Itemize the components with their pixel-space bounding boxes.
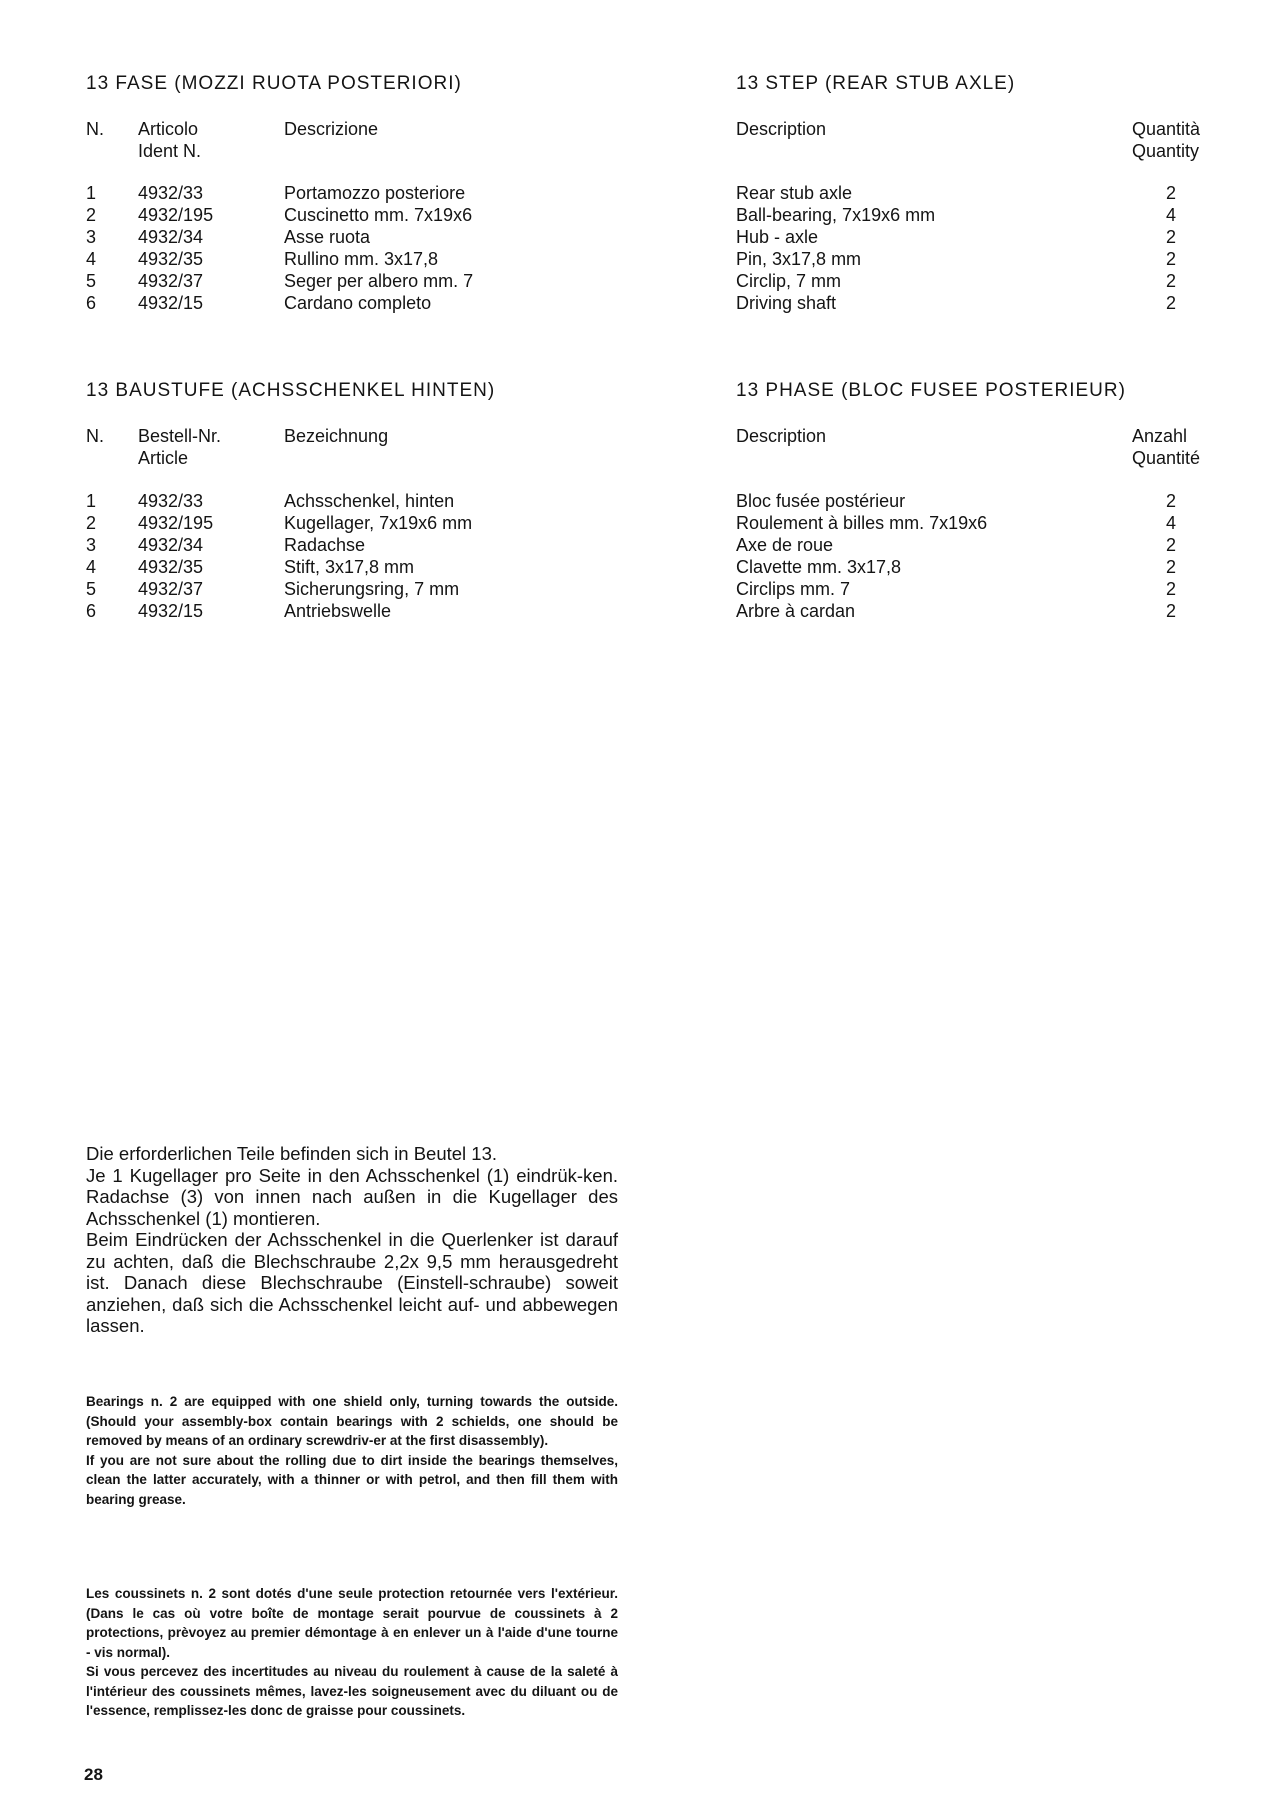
row-article: 4932/35 [138,557,204,577]
header-article-it [138,118,201,162]
row-number: 6 [86,601,97,621]
paragraph: Je 1 Kugellager pro Seite in den Achsschenkel (1) eindrük-ken. Radachse (3) von innen nach außen in die Kugellager des Achsschenkel (1) montieren. [86,1164,618,1229]
row-article: 4932/15 [138,601,204,621]
section-title-fr: 13 PHASE (BLOC FUSEE POSTERIEUR) [736,380,1126,401]
parts-table-it [86,182,606,314]
row-number: 5 [86,579,97,599]
row-number: 4 [86,557,97,577]
header-quantity-line1: Quantità [1132,119,1201,139]
row-number: 2 [86,205,97,225]
row-number: 3 [86,535,97,555]
row-description: Antriebswelle [284,601,392,621]
row-quantity: 2 [1165,249,1176,269]
row-quantity: 2 [1165,579,1176,599]
table-row [86,248,606,270]
row-description: Portamozzo posteriore [284,183,466,203]
row-quantity: 2 [1165,293,1176,313]
row-quantity: 4 [1165,513,1176,533]
table-row [86,600,606,622]
table-row [736,248,1196,270]
row-article: 4932/34 [138,227,204,247]
row-description: Stift, 3x17,8 mm [284,557,415,577]
header-description-en: Description [736,119,827,139]
row-description: Circlip, 7 mm [736,271,842,291]
row-article: 4932/35 [138,249,204,269]
table-row [86,292,606,314]
notes-french [86,1584,618,1721]
table-row [736,270,1196,292]
row-description: Kugellager, 7x19x6 mm [284,513,473,533]
row-number: 1 [86,491,97,511]
header-quantity-line2: Quantity [1132,141,1200,161]
row-description: Asse ruota [284,227,371,247]
row-article: 4932/37 [138,271,204,291]
table-row [736,226,1196,248]
table-row [86,490,606,512]
row-number: 4 [86,249,97,269]
table-row [86,534,606,556]
row-description: Ball-bearing, 7x19x6 mm [736,205,936,225]
row-number: 2 [86,513,97,533]
row-quantity: 2 [1165,183,1176,203]
row-description: Axe de roue [736,535,834,555]
table-row [736,490,1196,512]
row-quantity: 2 [1165,557,1176,577]
row-description: Bloc fusée postérieur [736,491,906,511]
row-article: 4932/195 [138,205,214,225]
header-n-de: N. [86,426,104,446]
table-row [86,556,606,578]
header-description-de: Bezeichnung [284,426,389,446]
row-description: Arbre à cardan [736,601,856,621]
row-quantity: 2 [1165,227,1176,247]
row-article: 4932/15 [138,293,204,313]
table-row [736,578,1196,600]
header-description-it: Descrizione [284,119,379,139]
paragraph: Die erforderlichen Teile befinden sich in Beutel 13. [86,1143,498,1164]
row-description: Circlips mm. 7 [736,579,851,599]
row-quantity: 2 [1165,491,1176,511]
table-row [86,204,606,226]
row-quantity: 2 [1165,535,1176,555]
section-title-de: 13 BAUSTUFE (ACHSSCHENKEL HINTEN) [86,380,496,401]
row-description: Hub - axle [736,227,819,247]
table-row [736,534,1196,556]
row-description: Roulement à billes mm. 7x19x6 [736,513,988,533]
row-quantity: 2 [1165,271,1176,291]
table-row [86,226,606,248]
header-quantity-line2: Quantité [1132,448,1201,468]
header-quantity-line1: Anzahl [1132,426,1188,446]
header-article-line1: Bestell-Nr. [138,426,222,446]
header-article-line2: Ident N. [138,141,202,161]
row-number: 1 [86,183,97,203]
row-article: 4932/33 [138,183,204,203]
row-description: Radachse [284,535,366,555]
table-row [86,578,606,600]
table-row [736,600,1196,622]
instructions-german [86,1143,618,1337]
section-title-en: 13 STEP (REAR STUB AXLE) [736,73,1016,94]
row-description: Pin, 3x17,8 mm [736,249,862,269]
header-article-line1: Articolo [138,119,199,139]
row-article: 4932/33 [138,491,204,511]
table-row [736,512,1196,534]
table-row [736,204,1196,226]
header-description-fr: Description [736,426,827,446]
row-description: Sicherungsring, 7 mm [284,579,460,599]
table-row [86,270,606,292]
row-description: Achsschenkel, hinten [284,491,455,511]
header-quantity-fr [1132,425,1200,469]
row-number: 6 [86,293,97,313]
header-article-line2: Article [138,448,189,468]
row-description: Seger per albero mm. 7 [284,271,474,291]
header-n-it: N. [86,119,104,139]
paragraph: Si vous percevez des incertitudes au niveau du roulement à cause de la saleté à l'intérieur des coussinets mêmes, lavez-les soigneusement avec du diluant ou de l'essence, remplissez-les donc de graisse pour coussinets. [86,1664,618,1718]
header-article-de [138,425,221,469]
row-number: 3 [86,227,97,247]
parts-table-en [736,182,1196,314]
row-description: Clavette mm. 3x17,8 [736,557,902,577]
paragraph: Bearings n. 2 are equipped with one shield only, turning towards the outside. (Should your assembly-box contain bearings with 2 schields, one should be removed by means of an ordinary screwdriv-er at the first disassembly). [86,1394,618,1448]
row-quantity: 2 [1165,601,1176,621]
row-quantity: 4 [1165,205,1176,225]
row-description: Cardano completo [284,293,432,313]
table-row [86,182,606,204]
row-description: Rullino mm. 3x17,8 [284,249,439,269]
parts-table-de [86,490,606,622]
paragraph: If you are not sure about the rolling due to dirt inside the bearings themselves, clean the latter accurately, with a thinner or with petrol, and then fill them with bearing grease. [86,1452,618,1507]
row-description: Cuscinetto mm. 7x19x6 [284,205,473,225]
row-article: 4932/37 [138,579,204,599]
page-number: 28 [84,1765,103,1784]
notes-english [86,1392,618,1509]
header-quantity-en [1132,118,1200,162]
row-number: 5 [86,271,97,291]
paragraph: Les coussinets n. 2 sont dotés d'une seule protection retournée vers l'extérieur. (Dans le cas où votre boîte de montage serait pourvue de coussinets à 2 protections, prèvoyez au premier démontage à en enlever un à l'aide d'une tourne - vis normal). [86,1586,618,1660]
row-description: Driving shaft [736,293,837,313]
parts-table-fr [736,490,1196,622]
row-article: 4932/34 [138,535,204,555]
paragraph: Beim Eindrücken der Achsschenkel in die Querlenker ist darauf zu achten, daß die Blechschraube 2,2x 9,5 mm herausgedreht ist. Danach diese Blechschraube (Einstell-schraube) soweit anziehen, daß sich die Achsschenkel leicht auf- und abbewegen lassen. [86,1229,618,1336]
table-row [86,512,606,534]
table-row [736,556,1196,578]
table-row [736,182,1196,204]
table-row [736,292,1196,314]
row-description: Rear stub axle [736,183,853,203]
row-article: 4932/195 [138,513,214,533]
section-title-it: 13 FASE (MOZZI RUOTA POSTERIORI) [86,73,462,94]
